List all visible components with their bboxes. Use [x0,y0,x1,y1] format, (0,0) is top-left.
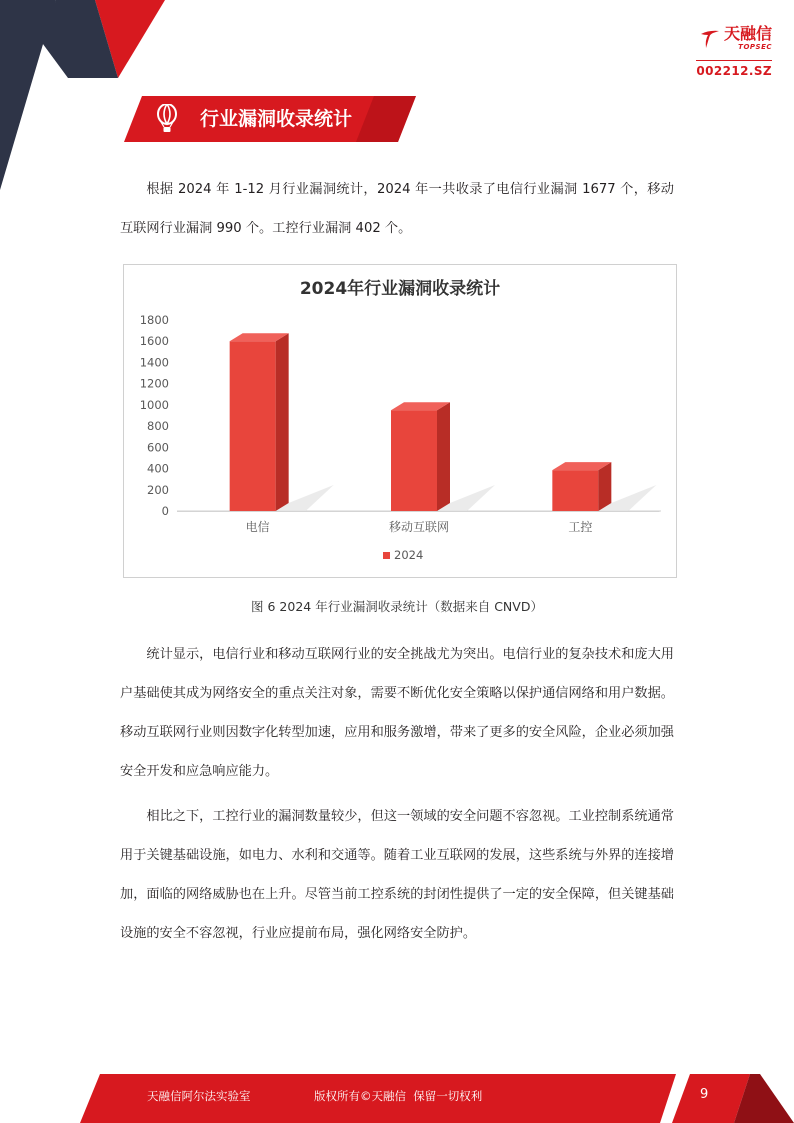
y-tick-label: 1000 [139,397,169,412]
topsec-swoosh-icon [699,28,721,50]
bar-side [276,333,289,511]
balloon-icon [155,104,179,134]
paragraph-analysis: 统计显示，电信行业和移动互联网行业的安全挑战尤为突出。电信行业的复杂技术和庞大用户基础使其成为网络安全的重点关注对象，需要不断优化安全策略以保护通信网络和用户数据。移动互联网行业则因数字化转型加速，应用和服务激增，带来了更多的安全风险，企业必须加强安全开发和应急响应能力。 [120,647,674,779]
paragraph-intro: 根据 2024 年 1-12 月行业漏洞统计，2024 年一共收录了电信行业漏洞 1677 个，移动互联网行业漏洞 990 个。工控行业漏洞 402 个。 [120,182,674,236]
figure-caption: 图 6 2024 年行业漏洞收录统计（数据来自 CNVD） [251,599,543,614]
paragraph-industrial: 相比之下，工控行业的漏洞数量较少，但这一领域的安全问题不容忽视。工业控制系统通常用于关键基础设施，如电力、水利和交通等。随着工业互联网的发展，这些系统与外界的连接增加，面临的网络威胁也在上升。尽管当前工控系统的封闭性提供了一定的安全保障，但关键基础设施的安全不容忽视，行业应提前布局，强化网络安全防护。 [120,809,674,941]
legend-swatch [383,552,390,559]
footer-copyright: 版权所有©天融信 保留一切权利 [314,1089,483,1103]
bar [230,341,276,511]
chart-title: 2024年行业漏洞收录统计 [299,279,501,299]
chart-container [123,264,677,578]
y-tick-label: 1600 [139,334,169,349]
y-tick-label: 1200 [139,376,169,391]
y-tick-label: 0 [161,504,169,518]
legend-label: 2024 [394,548,424,562]
company-logo [696,26,772,78]
logo-english-name: TOPSEC [738,43,772,51]
y-tick-label: 800 [147,419,169,434]
y-tick-label: 600 [147,440,169,455]
bar [391,410,437,511]
bar-side [598,462,611,511]
bar [552,470,598,511]
y-tick-label: 1400 [139,355,169,370]
bar-chart [124,265,676,577]
y-tick-label: 200 [147,482,169,497]
stock-code: 002212.SZ [696,60,772,78]
bar-side [437,402,450,511]
x-tick-label: 工控 [568,520,593,534]
y-tick-label: 400 [147,461,169,476]
x-tick-label: 移动互联网 [388,520,450,534]
y-tick-label: 1800 [139,313,169,327]
page-number: 9 [700,1087,709,1102]
footer-lab-name: 天融信阿尔法实验室 [147,1089,251,1103]
x-tick-label: 电信 [245,520,270,534]
section-title: 行业漏洞收录统计 [200,108,353,130]
logo-chinese-name: 天融信 [723,24,772,43]
